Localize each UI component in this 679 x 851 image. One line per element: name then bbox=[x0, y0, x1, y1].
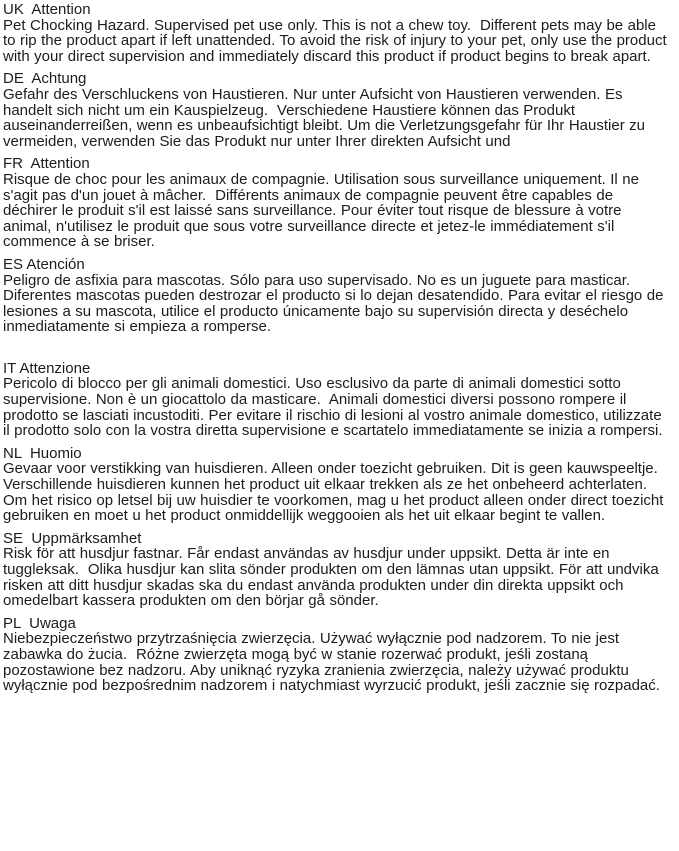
section-fr-heading: FR Attention bbox=[3, 155, 90, 173]
section-de bbox=[3, 71, 670, 149]
section-es-body: Peligro de asfixia para mascotas. Sólo para uso supervisado. No es un juguete para masticar. Diferentes mascotas pueden destrozar el producto si lo dejan desatendido. Para evitar el riesgo de lesiones a su mascota, utilice el producto únicamente bajo su supervisión directa y deséchelo inmediatamente si empieza a romperse. bbox=[3, 271, 668, 336]
section-nl-heading: NL Huomio bbox=[3, 444, 82, 462]
section-uk-body: Pet Chocking Hazard. Supervised pet use only. This is not a chew toy. Different pets may be able to rip the product apart if left unattended. To avoid the risk of injury to your pet, only use the product with your direct supervision and immediately discard this product if product begins to break apart. bbox=[3, 16, 672, 65]
section-uk bbox=[3, 2, 670, 64]
section-uk-heading: UK Attention bbox=[3, 1, 91, 18]
section-pl bbox=[3, 616, 670, 694]
section-pl-heading: PL Uwaga bbox=[3, 614, 76, 632]
section-nl-body: Gevaar voor verstikking van huisdieren. Alleen onder toezicht gebruiken. Dit is geen kauwspeeltje. Verschillende huisdieren kunnen het product uit elkaar trekken als ze het onbeheerd achterlaten. Om het risico op letsel bij uw huisdier te voorkomen, mag u het product alleen onder direct toezicht gebruiken en moet u het product onmiddellijk weggooien als het uit elkaar begint te vallen. bbox=[3, 460, 668, 525]
section-de-heading: DE Achtung bbox=[3, 70, 87, 88]
section-nl bbox=[3, 446, 670, 524]
section-pl-body: Niebezpieczeństwo przytrzaśnięcia zwierzęcia. Używać wyłącznie pod nadzorem. To nie jest zabawka do żucia. Różne zwierzęta mogą być w stanie rozerwać produkt, jeśli zostaną pozostawione bez nadzoru. Aby uniknąć ryzyka zranienia zwierzęcia, należy używać produktu wyłącznie pod bezpośrednim nadzorem i natychmiast wyrzucić produkt, jeśli zacznie się rozpadać. bbox=[3, 630, 660, 695]
section-se-body: Risk för att husdjur fastnar. Får endast användas av husdjur under uppsikt. Detta är inte en tuggleksak. Olika husdjur kan slita sönder produkten om den lämnas utan uppsikt. För att undvika risken att ditt husdjur skadas ska du endast använda produkten under din direkta uppsikt och omedelbart kassera produkten om den börjar gå sönder. bbox=[3, 545, 664, 610]
section-es bbox=[3, 257, 670, 335]
section-fr-body: Risque de choc pour les animaux de compagnie. Utilisation sous surveillance uniquement. Il ne s'agit pas d'un jouet à mâcher. Différents animaux de compagnie peuvent être capables de déchirer le produit s'il est laissé sans surveillance. Pour éviter tout risque de blessure à votre animal, n'utilisez le produit que sous votre surveillance directe et jetez-le immédiatement s'il commence à se briser. bbox=[3, 170, 644, 251]
section-it bbox=[3, 361, 670, 439]
section-fr bbox=[3, 156, 670, 250]
section-se-heading: SE Uppmärksamhet bbox=[3, 529, 142, 547]
section-de-body: Gefahr des Verschluckens von Haustieren. Nur unter Aufsicht von Haustieren verwenden. Es handelt sich nicht um ein Kauspielzeug. Verschiedene Haustiere können das Produkt auseinanderreißen, wenn es unbeaufsichtigt bleibt. Um die Verletzungsgefahr für Ihr Haustier zu vermeiden, verwenden Sie das Produkt nur unter Ihrer direkten Aufsicht und bbox=[3, 85, 650, 150]
section-es-heading: ES Atención bbox=[3, 255, 85, 273]
section-it-body: Pericolo di blocco per gli animali domestici. Uso esclusivo da parte di animali domestici sotto supervisione. Non è un giocattolo da masticare. Animali domestici diversi possono rompere il prodotto se lasciati incustoditi. Per evitare il rischio di lesioni al vostro animale domestico, utilizzate il prodotto solo con la vostra diretta supervisione e scartatelo immediatamente se inizia a rompersi. bbox=[3, 375, 667, 440]
section-se bbox=[3, 531, 670, 609]
section-it-heading: IT Attenzione bbox=[3, 359, 91, 377]
